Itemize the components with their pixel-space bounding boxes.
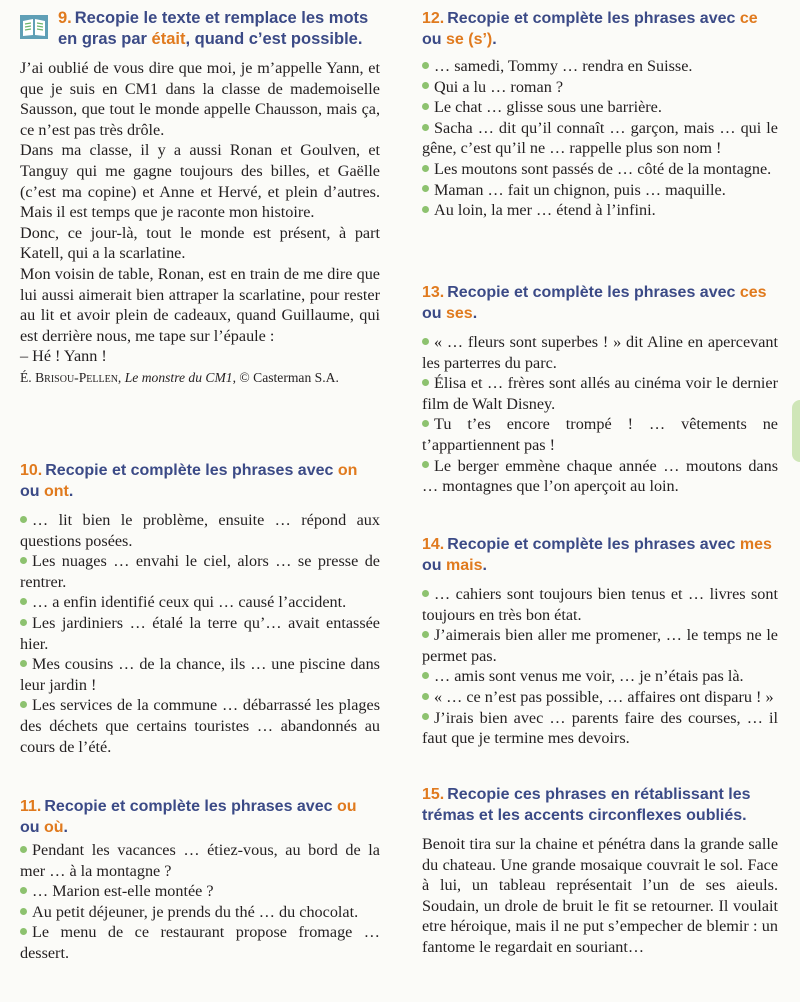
paragraph: Donc, ce jour-là, tout le monde est présent, à part Katell, qui a la scarlatine.: [20, 223, 380, 263]
bullet-icon: [422, 631, 429, 638]
list-item: Au loin, la mer … étend à l’infini.: [422, 200, 778, 221]
exercise-9: [20, 8, 380, 387]
exercise-title: 9. Recopie le texte et remplace les mots en gras par était, quand c’est possible.: [58, 9, 369, 48]
bullet-icon: [422, 420, 429, 427]
exercise-14: [422, 534, 778, 749]
exercise-10: [20, 460, 380, 757]
bullet-icon: [20, 557, 27, 564]
bullet-icon: [422, 590, 429, 597]
exercise-title: 11. Recopie et complète les phrases avec ou ou où.: [20, 798, 357, 836]
bullet-icon: [20, 928, 27, 935]
exercise-title: 13. Recopie et complète les phrases avec ces ou ses.: [422, 284, 767, 322]
bullet-icon: [20, 887, 27, 894]
exercise-title: 10. Recopie et complète les phrases avec on ou ont.: [20, 462, 358, 500]
bullet-icon: [422, 713, 429, 720]
paragraph: – Hé ! Yann !: [20, 347, 107, 366]
bullet-icon: [20, 846, 27, 853]
bullet-icon: [20, 908, 27, 915]
bullet-icon: [422, 672, 429, 679]
bullet-icon: [422, 62, 429, 69]
list-item: Les moutons sont passés de … côté de la montagne.: [422, 159, 778, 180]
bullet-icon: [422, 103, 429, 110]
exercise-15: [422, 784, 778, 958]
list-item: … a enfin identifié ceux qui … causé l’accident.: [20, 592, 380, 613]
open-book-icon: [20, 15, 48, 39]
exercise-list: [422, 56, 778, 221]
exercise-list: [20, 510, 380, 757]
bullet-icon: [20, 660, 27, 667]
list-item: Mes cousins … de la chance, ils … une piscine dans leur jardin !: [20, 655, 380, 694]
page-edge-tab: [792, 400, 800, 462]
list-item: … Marion est-elle montée ?: [20, 881, 380, 902]
exercise-list: [422, 332, 778, 497]
list-item: Sacha … dit qu’il connaît … garçon, mais … qui le gêne, c’est qu’il ne … rappelle plus son nom !: [422, 118, 778, 158]
bullet-icon: [20, 701, 27, 708]
exercise-list: [20, 840, 380, 964]
list-item: Le menu de ce restaurant propose fromage … dessert.: [20, 923, 380, 962]
bullet-icon: [20, 598, 27, 605]
list-item: … cahiers sont toujours bien tenus et … livres sont toujours en très bon état.: [422, 585, 778, 624]
list-item: Pendant les vacances … étiez-vous, au bord de la mer … à la montagne ?: [20, 841, 380, 880]
list-item: Qui a lu … roman ?: [422, 77, 778, 98]
exercise-list: [422, 584, 778, 749]
list-item: Les nuages … envahi le ciel, alors … se presse de rentrer.: [20, 552, 380, 591]
list-item: Les services de la commune … débarrassé les plages des déchets que certains touristes … abandonnés au cours de l’été.: [20, 696, 380, 756]
exercise-13: [422, 282, 778, 497]
exercise-11: [20, 796, 380, 964]
bullet-icon: [422, 379, 429, 386]
list-item: … lit bien le problème, ensuite … répond aux questions posées.: [20, 511, 380, 550]
list-item: Tu t’es encore trompé ! … vêtements ne t’appartiennent pas !: [422, 415, 778, 454]
list-item: Les jardiniers … étalé la terre qu’… avait entassée hier.: [20, 613, 380, 653]
paragraph: Mon voisin de table, Ronan, est en train de me dire que lui aussi aimerait bien attraper la scarlatine, pour rester au lit et avoir plein de cadeaux, quand Guillaume, qui est derrière nous, me tape sur l’épaule :: [20, 264, 380, 345]
bullet-icon: [422, 185, 429, 192]
list-item: Maman … fait un chignon, puis … maquille.: [422, 180, 778, 201]
exercise-12: [422, 8, 778, 221]
bullet-icon: [422, 693, 429, 700]
bullet-icon: [422, 461, 429, 468]
list-item: J’aimerais bien aller me promener, … le temps ne le permet pas.: [422, 626, 778, 665]
list-item: Le berger emmène chaque année … moutons dans … montagnes que l’on aperçoit au loin.: [422, 456, 778, 496]
bullet-icon: [422, 338, 429, 345]
bullet-icon: [422, 82, 429, 89]
exercise-title: 15. Recopie ces phrases en rétablissant les trémas et les accents circonflexes oubliés.: [422, 786, 751, 824]
bullet-icon: [20, 619, 27, 626]
bullet-icon: [422, 165, 429, 172]
text-source: É. Brisou-Pellen, Le monstre du CM1, © Casterman S.A.: [20, 369, 339, 385]
bullet-icon: [422, 206, 429, 213]
paragraph: Dans ma classe, il y a aussi Ronan et Goulven, et Tanguy qui me gagne toujours des billes, et Gaëlle (c’est ma copine) et Anne et Hervé, et plein d’autres. Mais il est temps que je raconte mon histoire.: [20, 141, 380, 222]
list-item: « … ce n’est pas possible, … affaires ont disparu ! »: [422, 687, 778, 708]
list-item: … amis sont venus me voir, … je n’étais pas là.: [422, 666, 778, 687]
bullet-icon: [422, 124, 429, 131]
list-item: Le chat … glisse sous une barrière.: [422, 97, 778, 118]
exercise-title: 14. Recopie et complète les phrases avec mes ou mais.: [422, 536, 772, 574]
list-item: Élisa et … frères sont allés au cinéma voir le dernier film de Walt Disney.: [422, 374, 778, 413]
bullet-icon: [20, 516, 27, 523]
list-item: … samedi, Tommy … rendra en Suisse.: [422, 56, 778, 77]
paragraph: Benoit tira sur la chaine et pénétra dans la grande salle du chateau. Une grande mosaique couvrait le sol. Face à lui, un tableau représentait l’un de ses aieuls. Soudain, un drole de bruit le fit se retourner. Il voulait etre héroique, mais il ne put s’empecher de blemir : un fantome le regardait en souriant…: [422, 835, 778, 956]
list-item: « … fleurs sont superbes ! » dit Aline en apercevant les parterres du parc.: [422, 333, 778, 372]
paragraph: J’ai oublié de vous dire que moi, je m’appelle Yann, et que je suis en CM1 dans la classe de mademoiselle Sausson, que tout le monde appelle Chausson, mais ça, ce n’est pas très drôle.: [20, 59, 380, 139]
list-item: Au petit déjeuner, je prends du thé … du chocolat.: [20, 902, 380, 923]
exercise-text: [20, 58, 380, 387]
list-item: J’irais bien avec … parents faire des courses, … il faut que je termine mes devoirs.: [422, 708, 778, 748]
exercise-title: 12. Recopie et complète les phrases avec ce ou se (s’).: [422, 10, 758, 48]
exercise-text: [422, 834, 778, 958]
